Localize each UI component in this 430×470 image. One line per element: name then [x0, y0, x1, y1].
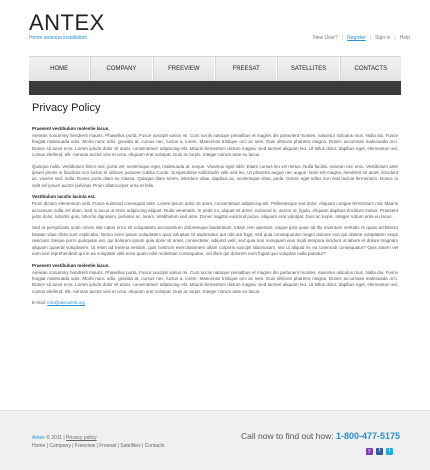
header [0, 0, 430, 56]
footer-brand: Antex [32, 435, 45, 441]
footer [0, 410, 430, 470]
help-link[interactable]: Help [399, 35, 410, 41]
phone-number[interactable]: 1-800-477-5175 [335, 431, 401, 441]
email-link[interactable]: info@demolink.org [47, 300, 85, 306]
nav-home[interactable]: HOME [29, 57, 90, 81]
email-line [32, 300, 398, 305]
top-links: New User? | Register | Sign in | Help [309, 35, 414, 41]
social-icons [366, 448, 393, 455]
section-heading: Praesent vestibulum molestie lacus. [32, 126, 110, 131]
paragraph: Aenean nonummy hendrerit mauris. Phasellus porta. Fusce suscipit varius mi. Cum sociis natoque penatibus et magnis dis parturient montes, nascetur ridiculus mus. Nulla dui. Fusce feugiat malesuada odio. Morbi nunc odio, gravida at, cursus nec, luctus a, lorem. Maecenas tristique orci ac sem. Duis ultricies pharetra magna. Donec accumsan malesuada orci. Donec sit amet eros. Lorem ipsum dolor sit amet, consectetuer adipiscing elit. Mauris fermentum dictum magna. Sed laoreet aliquam leo. Ut tellus dolor, dapibus eget, elementum vel, cursus eleifend, elit. Aenean auctor wisi et urna. Aliquam erat volutpat. Duis ac turpis. Integer rutrum ante eu lacus. [32, 133, 398, 158]
email-label: E-mail: [32, 300, 47, 306]
new-user-link: New User? [313, 35, 338, 41]
footer-links[interactable]: Home | Company | Freeview | Freesat | Satellites | Contacts [32, 443, 165, 449]
nav-company[interactable]: COMPANY [90, 57, 152, 81]
register-link[interactable]: Register [347, 35, 366, 41]
facebook-icon[interactable]: f [376, 448, 383, 455]
nav-satellites[interactable]: SATELLITES [277, 57, 339, 81]
section-heading: Praesent vestibulum molestie lacus. [32, 262, 110, 268]
nav-freeview[interactable]: FREEVIEW [153, 57, 215, 81]
dark-band [29, 81, 401, 95]
paragraph: Sed ut perspiciatis unde omnis iste natus error sit voluptatem accusantium doloremque laudantium, totam rem aperiam, eaque ipsa quae ab illo inventore veritatis et quasi architecto beatae vitae dicta sunt explicabo. Nemo enim ipsam voluptatem quia voluptas sit aspernatur aut odit aut fugit, sed quia consequuntur magni dolores eos qui ratione voluptatem sequi nesciunt. Neque porro quisquam est, qui dolorem ipsum quia dolor sit amet, consectetur, adipisci velit, sed quia non numquam eius modi tempora incidunt ut labore et dolore magnam aliquam quaerat voluptatem. Ut enim ad minima veniam, quis nostrum exercitationem ullam corporis suscipit laboriosam, nisi ut aliquid ex ea commodi consequatur? Quis autem vel eum iure reprehenderit qui in ea voluptate velit esse quam nihil molestiae consequatur, vel illum qui dolorem eum fugiat quo voluptas nulla pariatur? [32, 225, 398, 257]
main-nav [29, 56, 401, 82]
paragraph: Proin dictum elementum velit. Fusce euismod consequat ante. Lorem ipsum dolor sit amet, consectetuer adipiscing elit. Pellentesque sed dolor. Aliquam congue fermentum nisl. Mauris accumsan nulla vel diam. Sed in lacus ut enim adipiscing aliquet. Nulla venenatis. In pede mi, aliquet sit amet, euismod in, auctor ut, ligula. Aliquam dapibus tincidunt metus. Praesent justo dolor, lobortis quis, lobortis dignissim, pulvinar ac, lorem. Vestibulum sed ante. Donec sagittis euismod purus. Aliquam erat volutpat. Duis ac turpis. Integer rutrum ante eu lacus. [32, 201, 398, 220]
sign-in-link[interactable]: Sign in [375, 35, 391, 41]
call-to-action [241, 431, 400, 441]
page-title: Privacy Policy [32, 102, 101, 114]
logo[interactable]: ANTEX [29, 10, 105, 35]
nav-contacts[interactable]: CONTACTS [340, 57, 401, 81]
nav-freesat[interactable]: FREESAT [215, 57, 277, 81]
main-content [32, 102, 398, 305]
copyright-text: © 2011 | [46, 435, 65, 441]
section-heading: Vestibulum iaculis lacinia est. [32, 194, 96, 200]
copyright [32, 435, 97, 441]
paragraph: Aenean nonummy hendrerit mauris. Phasellus porta. Fusce suscipit varius mi. Cum sociis natoque penatibus et magnis dis parturient montes, nascetur ridiculus mus. Nulla dui. Fusce feugiat malesuada odio. Morbi nunc odio, gravida at, cursus nec, luctus a, lorem. Maecenas tristique orci ac sem. Duis ultricies pharetra magna. Donec accumsan malesuada orci. Donec sit amet eros. Lorem ipsum dolor sit amet, consectetuer adipiscing elit. Mauris fermentum dictum magna. Sed laoreet aliquam leo. Ut tellus dolor, dapibus eget, elementum vel, cursus eleifend, elit. Aenean auctor wisi et urna. Aliquam erat volutpat. Duis ac turpis. Integer rutrum ante eu lacus. [32, 269, 398, 294]
yahoo-icon[interactable]: y [366, 448, 373, 455]
tagline: Home antenna installation [29, 35, 87, 41]
twitter-icon[interactable]: t [386, 448, 393, 455]
privacy-policy-link[interactable]: Privacy policy [66, 435, 97, 441]
paragraph: Quisque nulla. Vestibulum libero nisl, porta vel, scelerisque eget, malesuada at, neque. Vivamus eget nibh. Etiam cursus leo vel metus. Nulla facilisi. Aenean nec eros. Vestibulum ante ipsum primis in faucibus orci luctus et ultrices posuere cubilia Curae; Suspendisse sollicitudin velit sed leo. Ut pharetra augue nec augue. Nam elit magna, hendrerit sit amet, tincidunt ac, viverra sed, nulla. Donec porta diam eu massa. Quisque diam lorem, interdum vitae, dapibus ac, scelerisque vitae, pede. Donec eget tellus non erat lacinia fermentum. Donec in velit vel ipsum auctor pulvinar. Proin ullamcorper urna et felis. [32, 163, 398, 188]
call-text: Call now to find out how: [241, 431, 334, 441]
